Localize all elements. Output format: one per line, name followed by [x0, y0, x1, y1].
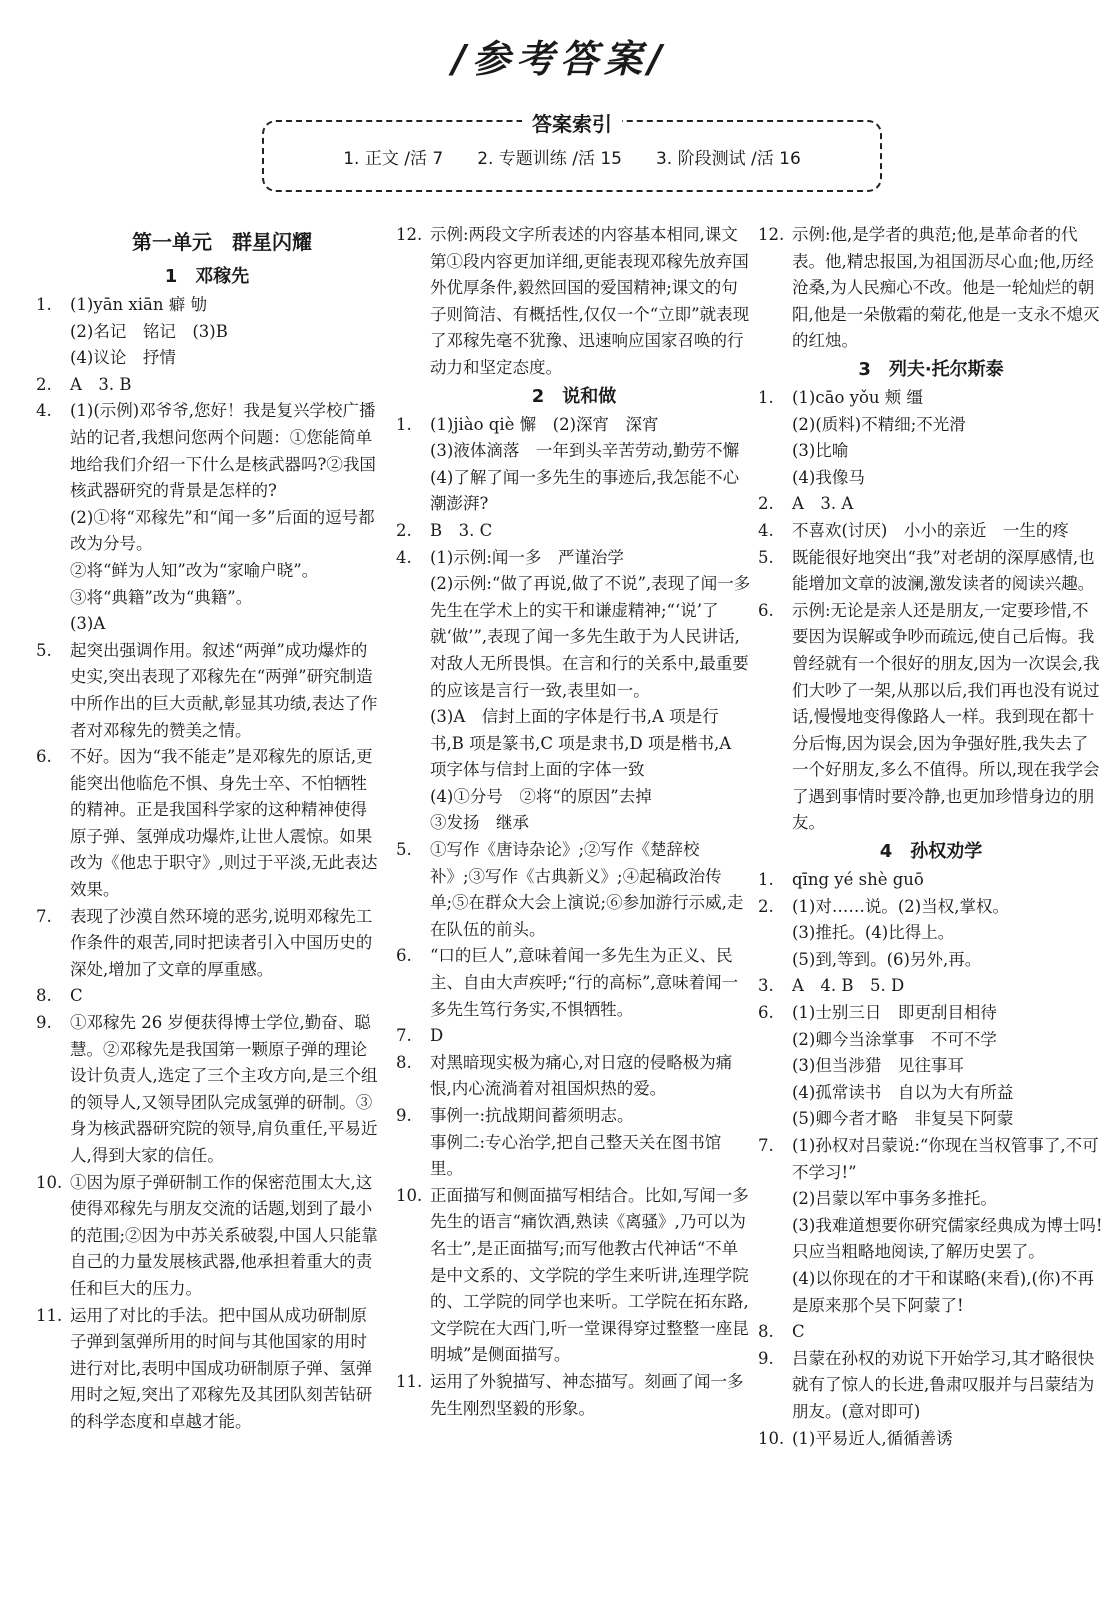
answer-line: (3)液体滴落 一年到头辛苦劳动,勤劳不懈: [430, 441, 740, 461]
answer-line: (4)了解了闻一多先生的事迹后,我怎能不心潮澎湃?: [430, 467, 740, 514]
answer-item: [758, 894, 1104, 974]
answer-number: 8.: [758, 1322, 774, 1342]
answer-line: (4)以你现在的才干和谋略(来看),(你)不再是原来那个吴下阿蒙了!: [792, 1268, 1094, 1315]
answer-item: [758, 1346, 1104, 1426]
answer-line: (4)议论 抒情: [70, 348, 176, 368]
answer-number: 5.: [36, 640, 52, 660]
answer-line: ③将“典籍”改为“典籍”。: [70, 587, 253, 607]
answer-item: [396, 518, 752, 545]
answer-line: (1)yān xiān 癖 劬: [70, 295, 207, 314]
answer-item: [396, 1103, 752, 1183]
answer-number: 8.: [396, 1052, 412, 1072]
answer-number: 11.: [396, 1371, 423, 1391]
answer-line: (3)A: [70, 614, 106, 634]
answer-item: [396, 1023, 752, 1050]
answer-item: [396, 837, 752, 943]
answer-line: 不喜欢(讨厌) 小小的亲近 一生的疼: [792, 520, 1069, 540]
answer-line: (1)(示例)邓爷爷,您好！我是复兴学校广播站的记者,我想问您两个问题：①您能简单地给我们介绍一下什么是核武器吗?②我国核武器研究的背景是怎样的?: [70, 401, 376, 501]
answer-line: 表现了沙漠自然环境的恶劣,说明邓稼先工作条件的艰苦,同时把读者引入中国历史的深处,增加了文章的厚重感。: [70, 906, 373, 979]
index-item-topic-training: 2. 专题训练 /活 15: [477, 149, 622, 169]
answer-number: 1.: [396, 414, 412, 434]
answer-line: (1)平易近人,循循善诱: [792, 1428, 953, 1448]
answer-item: [758, 867, 1104, 894]
answer-index-items: [264, 144, 880, 169]
answer-number: 12.: [396, 225, 423, 244]
answer-item: [758, 545, 1104, 598]
answer-item: [36, 1303, 378, 1436]
answer-column-2: [396, 222, 752, 1570]
answer-item: [36, 904, 378, 984]
answer-index-title: 答案索引: [264, 108, 880, 137]
answer-item: [758, 1133, 1104, 1319]
lesson-heading: 3 列夫·托尔斯泰: [858, 358, 1004, 380]
answer-line: C: [70, 986, 83, 1006]
answer-line: ①邓稼先 26 岁便获得博士学位,勤奋、聪慧。②邓稼先是我国第一颗原子弹的理论设计负责人,选定了三个主攻方向,是三个组的领导人,又领导团队完成氢弹的研制。③身为核武器研究院的领导,肩负重任,平易近人,得到大家的信任。: [70, 1013, 378, 1165]
answer-line: D: [430, 1026, 444, 1046]
answer-line: (5)到,等到。(6)另外,再。: [792, 949, 982, 969]
answer-number: 9.: [396, 1106, 412, 1125]
answer-item: [396, 1050, 752, 1103]
answer-line: (3)比喻: [792, 441, 849, 461]
answer-line: 事例二:专心治学,把自己整天关在图书馆里。: [430, 1132, 722, 1179]
answer-number: 10.: [396, 1185, 423, 1205]
answer-number: 12.: [758, 225, 785, 244]
answer-line: 吕蒙在孙权的劝说下开始学习,其才略很快就有了惊人的长进,鲁肃叹服并与吕蒙结为朋友。(意对即可): [792, 1348, 1095, 1421]
lesson-heading: 4 孙权劝学: [879, 841, 983, 863]
answer-column-1: [36, 222, 378, 1570]
answer-item: [36, 292, 378, 372]
answer-line: (1)示例:闻一多 严谨治学: [430, 547, 624, 567]
answer-number: 5.: [758, 547, 774, 567]
answer-number: 6.: [758, 1003, 774, 1023]
answer-line: (1)cāo yǒu 颊 缰: [792, 387, 924, 407]
lesson-heading: 1 邓稼先: [164, 266, 250, 287]
answer-item: [758, 385, 1104, 491]
answer-item: [36, 398, 378, 637]
answer-number: 10.: [758, 1428, 785, 1448]
answer-line: (2)示例:“做了再说,做了不说”,表现了闻一多先生在学术上的实干和谦虚精神;“‘说’了就‘做’”,表现了闻一多先生敢于为人民讲话,对敌人无所畏惧。在言和行的关系中,最重要的应该是言行一致,表里如一。: [430, 574, 751, 700]
answer-number: 6.: [396, 946, 412, 966]
answer-number: 4.: [36, 401, 52, 421]
answer-line: (1)jiào qiè 懈 (2)深宵 深宵: [430, 414, 659, 434]
answer-line: (4)我像马: [792, 467, 865, 487]
answer-item: [396, 1369, 752, 1422]
answer-item: [758, 1000, 1104, 1133]
answer-item: [758, 518, 1104, 545]
unit-heading: 第一单元 群星闪耀: [132, 230, 312, 254]
answer-item: [36, 372, 378, 399]
answer-item: [758, 1319, 1104, 1346]
answer-line: 示例:无论是亲人还是朋友,一定要珍惜,不要因为误解或争吵而疏远,使自己后悔。我曾经就有一个很好的朋友,因为一次误会,我们大吵了一架,从那以后,我们再也没有说过话,慢慢地变得像路人一样。我到现在都十分后悔,因为误会,因为争强好胜,我失去了一个好朋友,多么不值得。所以,现在我学会了遇到事情时要冷静,也更加珍惜身边的朋友。: [792, 600, 1100, 833]
answer-line: (4)孤常读书 自以为大有所益: [792, 1082, 1014, 1102]
answer-item: [758, 491, 1104, 518]
answer-number: 1.: [36, 295, 52, 314]
answer-number: 1.: [758, 870, 774, 890]
answer-number: 7.: [36, 906, 52, 926]
answer-number: 3.: [758, 976, 774, 996]
answer-number: 1.: [758, 387, 774, 407]
answer-line: (1)士别三日 即更刮目相待: [792, 1003, 997, 1023]
answer-line: (2)①将“邓稼先”和“闻一多”后面的逗号都改为分号。: [70, 507, 375, 554]
answer-number: 9.: [758, 1348, 774, 1368]
answer-line: (3)推托。(4)比得上。: [792, 923, 955, 943]
answer-number: 11.: [36, 1305, 63, 1325]
answer-line: (1)孙权对吕蒙说:“你现在当权管事了,不可不学习!”: [792, 1136, 1099, 1182]
answer-line: ①因为原子弹研制工作的保密范围太大,这使得邓稼先与朋友交流的话题,划到了最小的范围;②因为中苏关系破裂,中国人只能靠自己的力量发展核武器,他承担着重大的责任和巨大的压力。: [70, 1172, 378, 1298]
answer-line: A 3. A: [792, 494, 854, 514]
answer-line: 事例一:抗战期间蓄须明志。: [430, 1106, 634, 1125]
answer-item: [36, 744, 378, 904]
answer-line: 既能很好地突出“我”对老胡的深厚感情,也能增加文章的波澜,激发读者的阅读兴趣。: [792, 547, 1095, 594]
answer-number: 5.: [396, 840, 412, 860]
answer-number: 8.: [36, 986, 52, 1006]
answer-line: (3)但当涉猎 见往事耳: [792, 1056, 964, 1076]
answer-number: 4.: [396, 547, 412, 567]
answer-line: 示例:两段文字所表述的内容基本相同,课文第①段内容更加详细,更能表现邓稼先放弃国外优厚条件,毅然回国的爱国精神;课文的句子则简洁、有概括性,仅仅一个“立即”就表现了邓稼先毫不犹豫、迅速响应国家召唤的行动力和坚定态度。: [430, 225, 750, 377]
answer-line: qīng yé shè guō: [792, 870, 924, 890]
answer-index-box: [262, 112, 882, 192]
answer-line: ①写作《唐诗杂论》;②写作《楚辞校补》;③写作《古典新义》;④起稿政治传单;⑤在群众大会上演说;⑥参加游行示威,走在队伍的前头。: [430, 840, 744, 939]
answer-line: A 3. B: [70, 374, 132, 394]
answer-line: A 4. B 5. D: [792, 976, 905, 996]
answer-column-3: [758, 222, 1104, 1570]
answer-item: [36, 638, 378, 744]
answer-number: 4.: [758, 520, 774, 540]
answer-line: ③发扬 继承: [430, 813, 529, 833]
answer-line: B 3. C: [430, 520, 493, 540]
index-item-stage-test: 3. 阶段测试 /活 16: [655, 149, 801, 169]
answer-line: 示例:他,是学者的典范;他,是革命者的代表。他,精忠报国,为祖国沥尽心血;他,历经沧桑,为人民痴心不改。他是一轮灿烂的朝阳,他是一朵傲霜的菊花,他是一支永不熄灭的红烛。: [792, 225, 1100, 351]
answer-line: 运用了对比的手法。把中国从成功研制原子弹到氢弹所用的时间与其他国家的用时进行对比,表明中国成功研制原子弹、氢弹用时之短,突出了邓稼先及其团队刻苦钻研的科学态度和卓越才能。: [70, 1305, 373, 1431]
answer-number: 6.: [36, 747, 52, 767]
answer-line: (3)我难道想要你研究儒家经典成为博士吗!只应当粗略地阅读,了解历史罢了。: [792, 1215, 1103, 1262]
answer-item: [396, 943, 752, 1023]
answer-number: 2.: [36, 374, 52, 394]
answer-number: 2.: [758, 896, 774, 916]
answer-line: ②将“鲜为人知”改为“家喻户晓”。: [70, 560, 319, 580]
answer-line: (3)A 信封上面的字体是行书,A 项是行书,B 项是篆书,C 项是隶书,D 项是楷书,A 项字体与信封上面的字体一致: [430, 707, 737, 780]
answer-line: “口的巨人”,意味着闻一多先生为正义、民主、自由大声疾呼;“行的高标”,意味着闻一多先生笃行务实,不惧牺牲。: [430, 946, 739, 1019]
answer-line: (1)对……说。(2)当权,掌权。: [792, 896, 1009, 916]
answer-item: [396, 412, 752, 518]
index-item-main-text: 1. 正文 /活 7: [343, 149, 444, 169]
answer-item: [36, 1170, 378, 1303]
answer-line: (2)吕蒙以军中事务多推托。: [792, 1189, 997, 1209]
answer-line: 运用了外貌描写、神态描写。刻画了闻一多先生刚烈坚毅的形象。: [430, 1371, 744, 1418]
answer-item: [758, 222, 1104, 355]
answer-number: 9.: [36, 1013, 52, 1033]
answer-line: (2)(质料)不精细;不光滑: [792, 414, 966, 434]
answer-item: [396, 222, 752, 382]
answer-number: 6.: [758, 600, 774, 620]
answer-line: 不好。因为“我不能走”是邓稼先的原话,更能突出他临危不惧、身先士卒、不怕牺牲的精神。正是我国科学家的这种精神使得原子弹、氢弹成功爆炸,让世人震惊。如果改为《他忠于职守》,则过于平淡,无此表达效果。: [70, 747, 378, 900]
answer-item: [758, 1426, 1104, 1453]
answer-number: 2.: [396, 520, 412, 540]
page-title: /参考答案/: [452, 37, 668, 81]
answer-item: [36, 1010, 378, 1170]
answer-line: 起突出强调作用。叙述“两弹”成功爆炸的史实,突出表现了邓稼先在“两弹”研究制造中所作出的巨大贡献,彰显其功绩,表达了作者对邓稼先的赞美之情。: [70, 640, 378, 740]
answer-line: C: [792, 1322, 805, 1342]
answer-number: 7.: [396, 1026, 412, 1046]
answer-line: 对黑暗现实极为痛心,对日寇的侵略极为痛恨,内心流淌着对祖国炽热的爱。: [430, 1052, 733, 1099]
answer-line: (2)卿今当涂掌事 不可不学: [792, 1029, 997, 1049]
answer-line: (2)名记 铭记 (3)B: [70, 321, 228, 341]
answer-number: 7.: [758, 1136, 774, 1155]
answer-item: [396, 1183, 752, 1369]
answer-item: [36, 983, 378, 1010]
answer-line: (4)①分号 ②将“的原因”去掉: [430, 786, 652, 806]
answer-number: 10.: [36, 1172, 63, 1192]
lesson-heading: 2 说和做: [531, 385, 617, 407]
answer-item: [758, 598, 1104, 837]
answer-item: [758, 973, 1104, 1000]
answer-line: 正面描写和侧面描写相结合。比如,写闻一多先生的语言“痛饮酒,熟读《离骚》,乃可以为名士”,是正面描写;而写他教古代神话“不单是中文系的、文学院的学生来听讲,连理学院的、工学院的同学也来听。工学院在拓东路,文学院在大西门,听一堂课得穿过整整一座昆明城”是侧面描写。: [430, 1185, 749, 1365]
answer-line: (5)卿今者才略 非复吴下阿蒙: [792, 1109, 1014, 1129]
answer-number: 2.: [758, 494, 774, 514]
answer-item: [396, 545, 752, 838]
